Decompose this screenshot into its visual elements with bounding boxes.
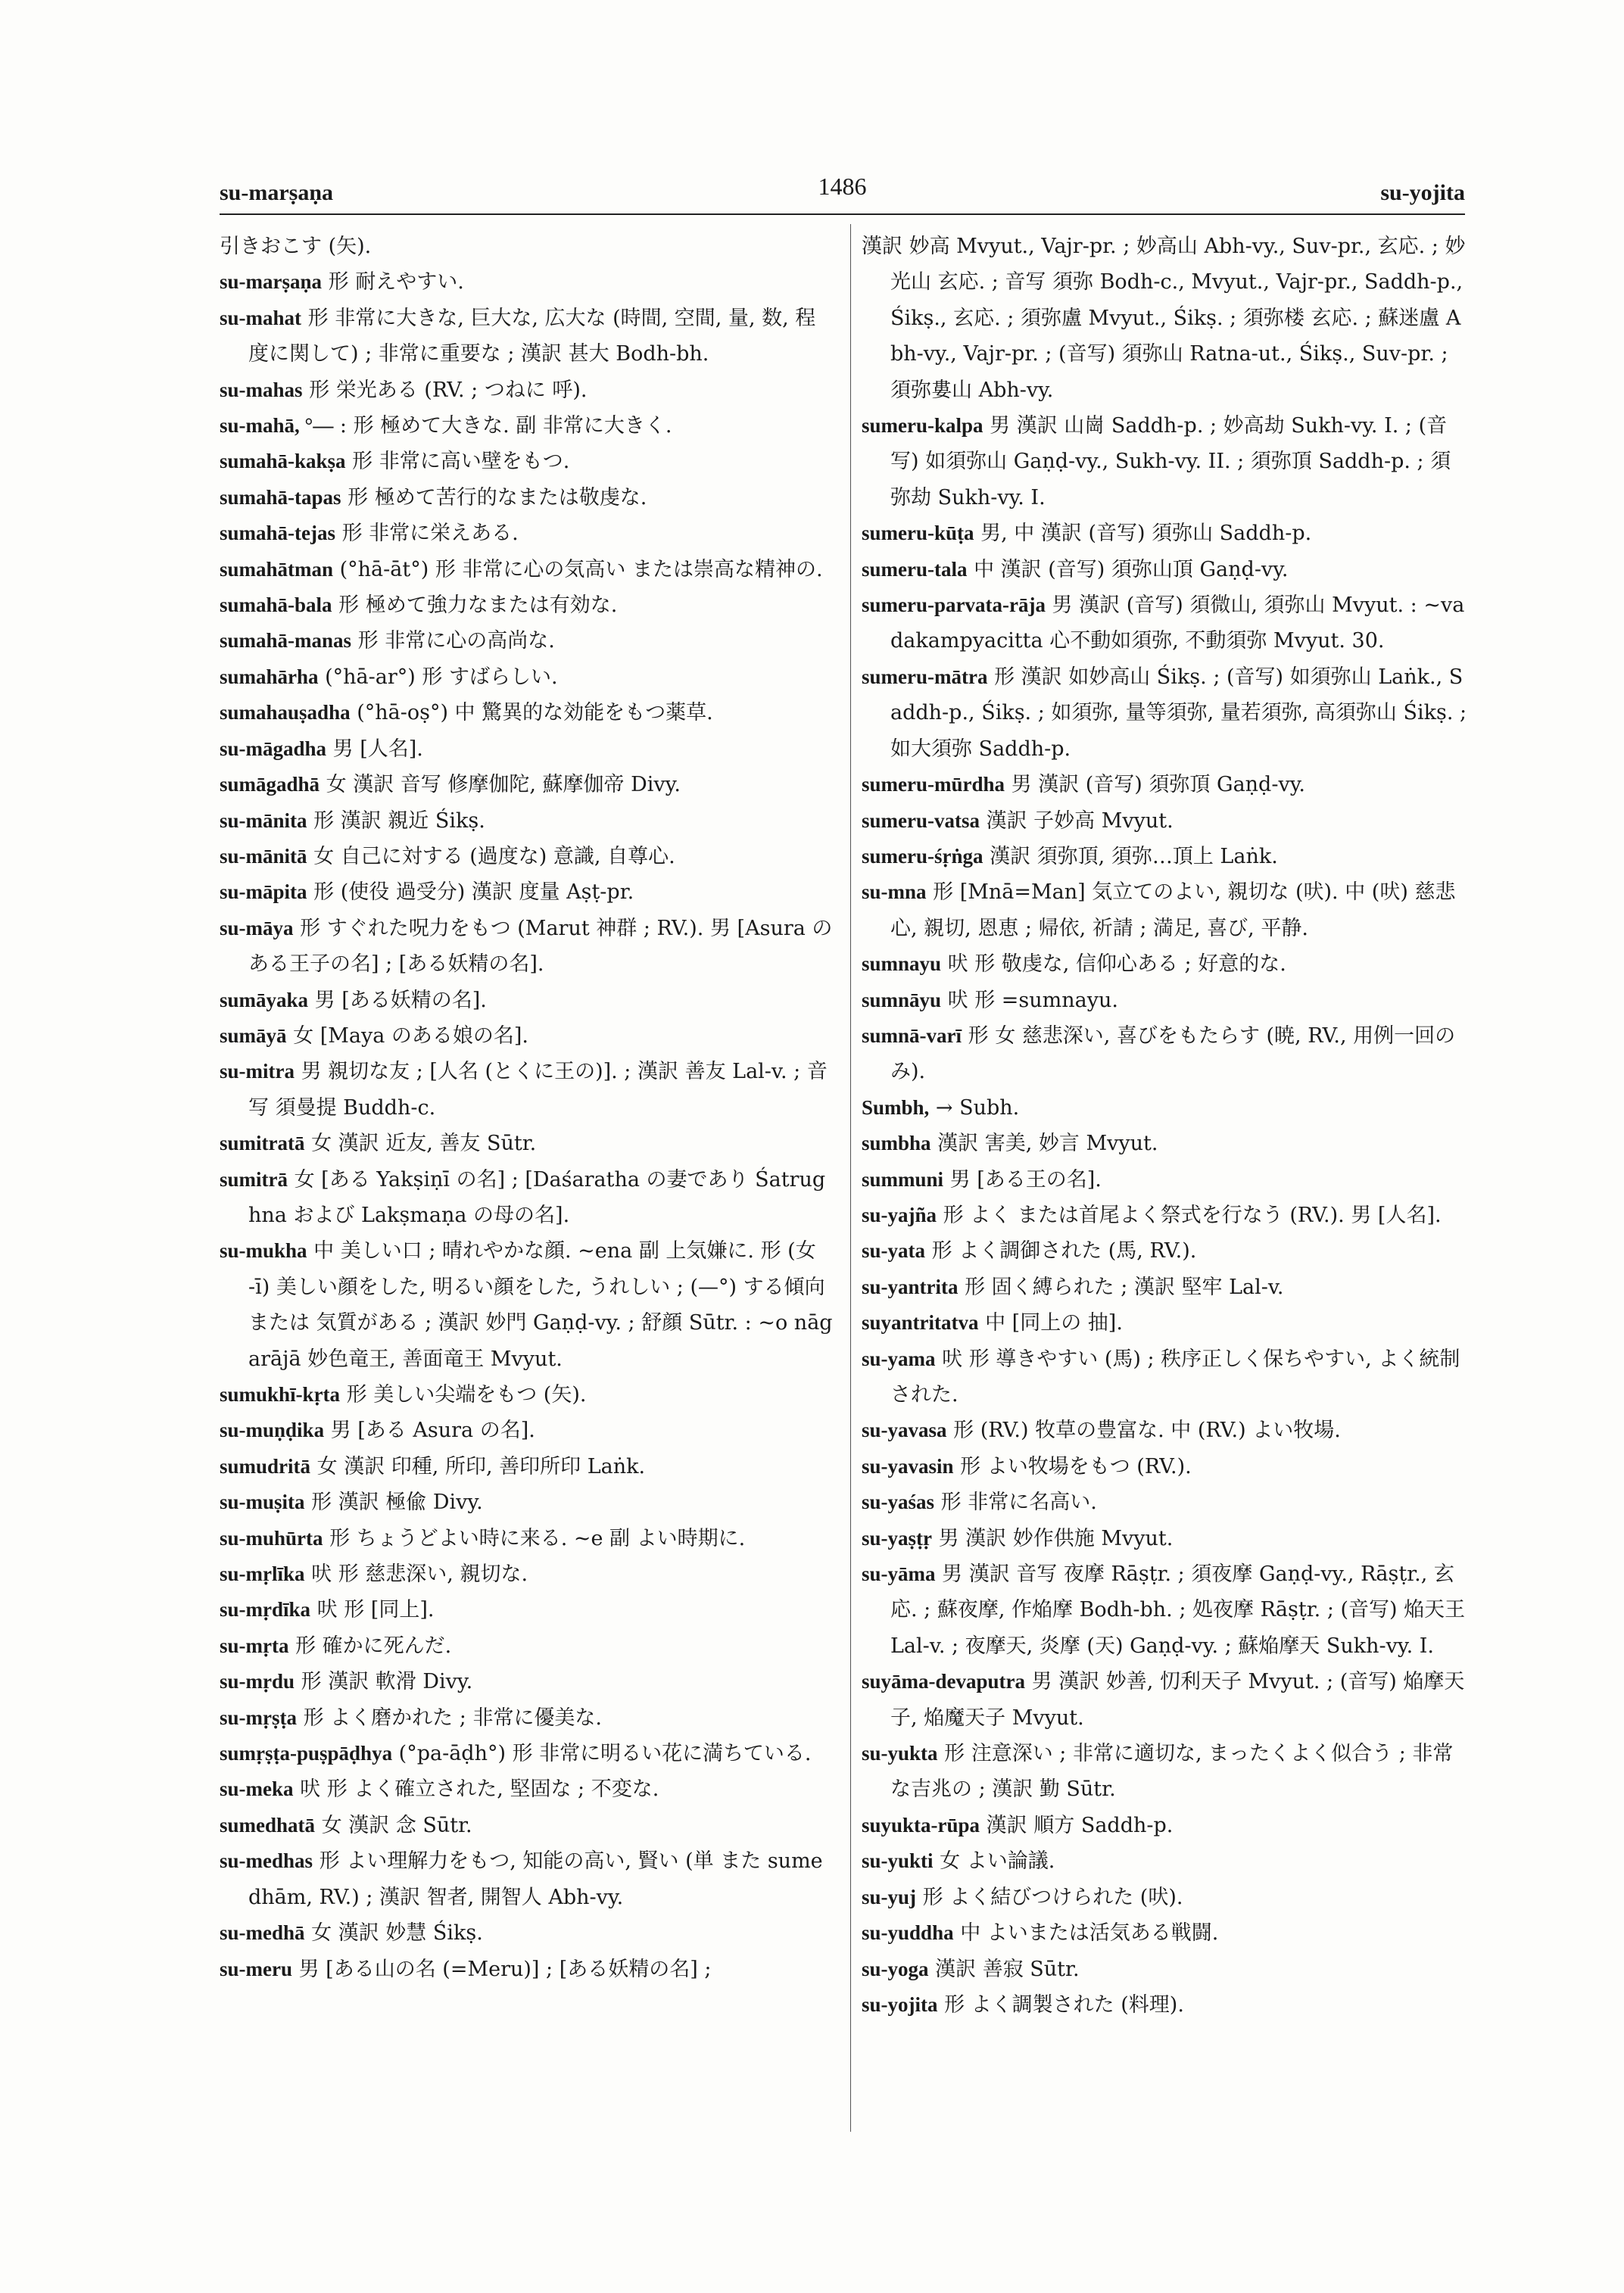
entry-headword: sumukhī-kṛta — [220, 1383, 341, 1406]
entry-definition: 形 (RV.) 牧草の豊富な. 中 (RV.) よい牧場. — [953, 1419, 1341, 1443]
entry-headword: su-māpita — [220, 880, 307, 904]
entry-headword: su-yata — [862, 1239, 926, 1263]
dictionary-entry — [862, 839, 1467, 874]
entry-definition: 女 よい論議. — [940, 1849, 1055, 1874]
entry-headword: suyukta-rūpa — [862, 1813, 980, 1837]
dictionary-entry — [220, 1126, 833, 1161]
entry-definition: 形 よく調製された (料理). — [944, 1992, 1184, 2017]
entry-headword: su-yuj — [862, 1885, 917, 1908]
entry-headword: Sumbh, — [862, 1095, 930, 1119]
dictionary-entry — [862, 1270, 1467, 1305]
entry-headword: su-meka — [220, 1777, 294, 1801]
dictionary-entry — [220, 695, 833, 731]
entry-definition: 男 [ある王の名]. — [949, 1167, 1102, 1192]
dictionary-entry — [220, 1413, 833, 1448]
entry-definition: 漢訳 子妙高 Mvyut. — [986, 808, 1174, 833]
entry-definition: 男 漢訳 (音写) 須弥頂 Gaṇḍ-vy. — [1011, 773, 1305, 797]
entry-headword: suyantritatva — [862, 1311, 979, 1335]
entry-headword: su-yajña — [862, 1203, 937, 1226]
dictionary-entry — [220, 1952, 833, 1987]
entry-headword: su-mahas — [220, 378, 303, 401]
entry-definition: (°pa-āḍh°) 形 非常に明るい花に満ちている. — [398, 1742, 812, 1766]
entry-headword: su-māya — [220, 916, 294, 939]
dictionary-entry — [220, 372, 833, 408]
entry-definition: 形 よく調御された (馬, RV.). — [931, 1239, 1197, 1263]
dictionary-entry — [220, 264, 833, 300]
entry-headword: sumeru-kalpa — [862, 414, 983, 438]
entry-headword: sumitratā — [220, 1132, 305, 1155]
entry-headword: su-māgadha — [220, 737, 327, 760]
entry-definition: 形 ちょうどよい時に来る. ~e 副 よい時期に. — [329, 1526, 746, 1550]
entry-definition: 形 漢訳 親近 Śikṣ. — [313, 808, 485, 833]
dictionary-entry — [220, 480, 833, 516]
dictionary-entry — [862, 946, 1467, 982]
entry-headword: su-yaśas — [862, 1491, 935, 1514]
header-right-guideword: su-yojita — [1380, 180, 1465, 205]
dictionary-entry — [220, 1018, 833, 1054]
entry-headword: sumāyā — [220, 1023, 287, 1047]
entry-headword: su-yukta — [862, 1742, 938, 1765]
dictionary-entry — [862, 408, 1467, 516]
dictionary-entry — [862, 1449, 1467, 1485]
dictionary-entry — [862, 1556, 1467, 1664]
entry-definition: 形 美しい尖端をもつ (矢). — [346, 1383, 587, 1407]
entry-headword: su-mṛṣṭa — [220, 1706, 297, 1729]
entry-headword: su-yaṣṭṛ — [862, 1526, 932, 1550]
header-rule — [220, 213, 1465, 215]
dictionary-entry — [862, 552, 1467, 587]
entry-headword: sumahā-manas — [220, 629, 352, 653]
left-column — [220, 229, 833, 1987]
entry-headword: su-muṇḍika — [220, 1419, 325, 1442]
entry-definition: 男 [ある妖精の名]. — [314, 988, 487, 1012]
entry-headword: su-mṛdīka — [220, 1598, 311, 1622]
dictionary-entry — [220, 444, 833, 479]
entry-definition: 形 非常に心の高尚な. — [357, 629, 555, 653]
entry-definition: 吠 形 敬虔な, 信仰心ある ; 好意的な. — [947, 952, 1286, 977]
entry-definition: 漢訳 善寂 Sūtr. — [935, 1957, 1080, 1981]
entry-headword: su-mna — [862, 880, 927, 904]
dictionary-entry — [862, 1987, 1467, 2023]
dictionary-entry — [220, 229, 833, 264]
entry-definition: → Subh. — [935, 1095, 1020, 1120]
header-left-guideword: su-marṣaṇa — [220, 180, 334, 205]
dictionary-entry — [862, 1808, 1467, 1843]
dictionary-entry — [220, 1700, 833, 1736]
entry-definition: 漢訳 害美, 妙言 Mvyut. — [937, 1132, 1158, 1156]
entry-definition: 漢訳 妙高 Mvyut., Vajr-pr. ; 妙高山 Abh-vy., Suv-pr., 玄応. ; 妙光山 玄応. ; 音写 須弥 Bodh-c., Mvyut., Vajr-pr., Saddh-p., Śikṣ., 玄応. ; 須弥盧 Mvyut., Śikṣ. ; 須弥楼 玄応. ; 蘇迷盧 Abh-vy., Vajr-pr. ; (音写) 須弥山 Ratna-ut., Śikṣ., Suv-pr. ; 須弥婁山 Abh-vy. — [862, 235, 1466, 402]
entry-headword: su-mṛta — [220, 1634, 289, 1657]
entry-headword: su-muṣita — [220, 1491, 305, 1514]
dictionary-entry — [862, 1341, 1467, 1413]
entry-headword: sumahā-kakṣa — [220, 450, 346, 473]
entry-definition: 形 よく磨かれた ; 非常に優美な. — [303, 1706, 603, 1730]
entry-definition: 形 固く縛られた ; 漢訳 堅牢 Lal-v. — [965, 1275, 1284, 1299]
entry-definition: : 形 極めて大きな. 副 非常に大きく. — [339, 414, 672, 438]
entry-definition: 男 漢訳 山崗 Saddh-p. ; 妙高劫 Sukh-vy. I. ; (音写) 如須弥山 Gaṇḍ-vy., Sukh-vy. II. ; 須弥頂 Saddh-p. ; 須弥劫 Sukh-vy. I. — [890, 414, 1451, 509]
entry-definition: 中 美しい口 ; 晴れやかな顔. ~ena 副 上気嫌に. 形 (女 -ī) 美しい顔をした, 明るい顔をした, うれしい ; (—°) する傾向 または 気質がある ; 漢訳 妙門 Gaṇḍ-vy. ; 舒顔 Sūtr. : ~o nāgarājā 妙色竜王, 善面竜王 Mvyut. — [248, 1239, 833, 1371]
dictionary-entry — [862, 874, 1467, 946]
entry-definition: 形 非常に高い壁をもつ. — [352, 450, 570, 474]
entry-definition: (°hā-āt°) 形 非常に心の気高い または崇高な精神の. — [339, 557, 823, 581]
entry-definition: 形 極めて強力なまたは有効な. — [338, 594, 618, 618]
dictionary-entry — [862, 1736, 1467, 1808]
entry-definition: 女 [Maya のある娘の名]. — [293, 1023, 529, 1048]
entry-definition: 形 極めて苦行的なまたは敬虔な. — [348, 485, 647, 509]
entry-definition: 女 漢訳 近友, 善友 Sūtr. — [311, 1132, 537, 1156]
dictionary-entry — [220, 301, 833, 372]
entry-headword: su-yama — [862, 1347, 936, 1370]
entry-definition: 女 漢訳 印種, 所印, 善印所印 Laṅk. — [316, 1454, 646, 1478]
dictionary-entry — [220, 731, 833, 767]
entry-headword: su-yavasin — [862, 1454, 954, 1478]
entry-headword: su-yāma — [862, 1562, 936, 1586]
dictionary-entry — [220, 659, 833, 695]
dictionary-entry — [862, 1915, 1467, 1951]
entry-definition: 中 よいまたは活気ある戦闘. — [960, 1921, 1219, 1946]
dictionary-entry — [862, 1305, 1467, 1341]
page-header — [220, 173, 1465, 210]
dictionary-entry — [220, 1521, 833, 1556]
entry-definition: 男 [ある Asura の名]. — [330, 1419, 535, 1443]
dictionary-entry — [220, 1628, 833, 1664]
entry-headword: su-muhūrta — [220, 1526, 323, 1550]
dictionary-entry — [220, 1592, 833, 1628]
entry-headword: sumedhatā — [220, 1813, 316, 1837]
dictionary-entry — [862, 516, 1467, 551]
dictionary-entry — [220, 767, 833, 802]
entry-definition: 中 漢訳 (音写) 須弥山頂 Gaṇḍ-vy. — [974, 557, 1289, 581]
entry-headword: sumahātman — [220, 557, 334, 581]
entry-definition: 吠 形 [同上]. — [316, 1598, 435, 1622]
dictionary-entry — [862, 659, 1467, 767]
entry-headword: su-medhā — [220, 1921, 305, 1945]
dictionary-entry — [862, 1198, 1467, 1233]
entry-definition: 形 よい理解力をもつ, 知能の高い, 賢い (単 また sumedhām, RV.) ; 漢訳 智者, 開智人 Abh-vy. — [248, 1849, 823, 1909]
dictionary-entry — [220, 516, 833, 551]
dictionary-entry — [862, 1485, 1467, 1520]
dictionary-entry — [220, 1736, 833, 1771]
dictionary-entry — [220, 911, 833, 983]
entry-definition: 形 漢訳 如妙高山 Śikṣ. ; (音写) 如須弥山 Laṅk., Saddh-p., Śikṣ. ; 如須弥, 量等須弥, 量若須弥, 高須弥山 Śikṣ. ; 如大須弥 Saddh-p. — [890, 665, 1467, 761]
dictionary-entry — [220, 408, 833, 444]
entry-definition: 男 漢訳 (音写) 須微山, 須弥山 Mvyut. : ~vadakampyacitta 心不動如須弥, 不動須弥 Mvyut. 30. — [890, 594, 1465, 653]
entry-headword: sumeru-tala — [862, 557, 968, 581]
entry-definition: 女 漢訳 妙慧 Śikṣ. — [311, 1921, 483, 1946]
entry-headword: su-mṛlīka — [220, 1562, 305, 1586]
entry-definition: 男 漢訳 音写 夜摩 Rāṣṭr. ; 須夜摩 Gaṇḍ-vy., Rāṣṭr., 玄応. ; 蘇夜摩, 作焔摩 Bodh-bh. ; 処夜摩 Rāṣṭr. ; (音写) 焔天王 Lal-v. ; 夜摩天, 炎摩 (天) Gaṇḍ-vy. ; 蘇焔摩天 Sukh-vy. I. — [890, 1562, 1466, 1658]
dictionary-entry — [862, 1233, 1467, 1269]
entry-definition: 漢訳 順方 Saddh-p. — [986, 1813, 1174, 1837]
entry-definition: 吠 形 慈悲深い, 親切な. — [311, 1562, 528, 1587]
entry-definition: 吠 形 =sumnayu. — [947, 988, 1118, 1012]
entry-headword: su-yavasa — [862, 1419, 947, 1442]
entry-definition: 形 注意深い ; 非常に適切な, まったくよく似合う ; 非常な吉兆の ; 漢訳 勤 Sūtr. — [890, 1742, 1454, 1802]
entry-headword: sumeru-mūrdha — [862, 773, 1005, 796]
entry-definition: 形 女 慈悲深い, 喜びをもたらす (暁, RV., 用例一回のみ). — [890, 1023, 1456, 1084]
dictionary-entry — [862, 767, 1467, 802]
entry-headword: sumāgadhā — [220, 773, 320, 796]
entry-headword: sumitrā — [220, 1167, 288, 1191]
entry-definition: 形 栄光ある (RV. ; つねに 呼). — [309, 378, 588, 402]
entry-definition: 形 漢訳 軟滑 Divy. — [301, 1670, 473, 1694]
entry-definition: 形 非常に大きな, 巨大な, 広大な (時間, 空間, 量, 数, 程度に関して) ; 非常に重要な ; 漢訳 甚大 Bodh-bh. — [248, 306, 816, 366]
dictionary-entry — [220, 1054, 833, 1126]
entry-definition: (°hā-oṣ°) 中 驚異的な効能をもつ薬草. — [357, 701, 713, 725]
entry-headword: suyāma-devaputra — [862, 1670, 1026, 1693]
dictionary-entry — [220, 803, 833, 839]
entry-definition: 男 漢訳 妙作供施 Mvyut. — [938, 1526, 1174, 1550]
dictionary-entry — [862, 1413, 1467, 1448]
dictionary-entry — [862, 1521, 1467, 1556]
entry-definition: 女 漢訳 念 Sūtr. — [321, 1813, 472, 1837]
entry-headword: sumahā-tejas — [220, 522, 335, 545]
dictionary-entry — [862, 983, 1467, 1018]
entry-headword: sumeru-śṛṅga — [862, 844, 983, 868]
dictionary-entry — [220, 1843, 833, 1915]
entry-definition: 女 自己に対する (過度な) 意識, 自尊心. — [313, 844, 675, 868]
dictionary-entry — [862, 1018, 1467, 1090]
entry-definition: 形 (使役 過受分) 漢訳 度量 Aṣṭ-pr. — [313, 880, 634, 905]
entry-headword: sumahā-bala — [220, 594, 332, 617]
entry-definition: 男 親切な友 ; [人名 (とくに王の)]. ; 漢訳 善友 Lal-v. ; 音写 須曼提 Buddh-c. — [248, 1060, 828, 1120]
entry-headword: su-medhas — [220, 1849, 313, 1873]
page-number: 1486 — [818, 173, 867, 200]
dictionary-entry — [220, 623, 833, 659]
right-column — [862, 229, 1467, 2023]
dictionary-entry — [220, 1556, 833, 1592]
dictionary-entry — [862, 1090, 1467, 1126]
entry-headword: su-meru — [220, 1957, 292, 1980]
entry-headword: su-mahat — [220, 306, 302, 329]
entry-headword: sumāyaka — [220, 988, 309, 1011]
entry-definition: 男 [ある山の名 (=Meru)] ; [ある妖精の名] ; — [298, 1957, 712, 1981]
dictionary-entry — [220, 1771, 833, 1807]
dictionary-entry — [862, 229, 1467, 408]
entry-headword: sumahārha — [220, 665, 319, 688]
entry-headword: su-yojita — [862, 1992, 938, 2016]
entry-headword: su-yukti — [862, 1849, 934, 1873]
dictionary-entry — [862, 587, 1467, 659]
entry-definition: 男 [人名]. — [332, 737, 423, 761]
dictionary-entry — [220, 1808, 833, 1843]
dictionary-entry — [220, 874, 833, 910]
entry-definition: 女 [ある Yakṣiṇī の名] ; [Daśaratha の妻であり Śatrughna および Lakṣmaṇa の母の名]. — [248, 1167, 826, 1227]
entry-definition: 形 [Mnā=Man] 気立てのよい, 親切な (吠). 中 (吠) 慈悲心, 親切, 恩恵 ; 帰依, 祈請 ; 満足, 喜び, 平静. — [890, 880, 1456, 940]
entry-headword: su-yantrita — [862, 1275, 959, 1298]
entry-headword: sumṛṣṭa-puṣpāḍhya — [220, 1742, 393, 1765]
entry-headword: sumbha — [862, 1132, 931, 1155]
entry-headword: su-mānita — [220, 808, 307, 832]
entry-headword: sumnāyu — [862, 988, 942, 1011]
dictionary-entry — [862, 1952, 1467, 1987]
dictionary-entry — [862, 1664, 1467, 1736]
entry-definition: 形 確かに死んだ. — [295, 1634, 452, 1658]
dictionary-entry — [220, 552, 833, 587]
entry-definition: 形 耐えやすい. — [328, 270, 464, 294]
dictionary-entry — [220, 1233, 833, 1377]
dictionary-entry — [220, 1449, 833, 1485]
entry-headword: summuni — [862, 1167, 944, 1191]
entry-headword: su-yoga — [862, 1957, 929, 1980]
entry-headword: su-mānitā — [220, 844, 307, 868]
entry-definition: 形 すぐれた呪力をもつ (Marut 神群 ; RV.). 男 [Asura のある王子の名] ; [ある妖精の名]. — [248, 916, 833, 977]
entry-definition: 吠 形 導きやすい (馬) ; 秩序正しく保ちやすい, よく統制された. — [890, 1347, 1460, 1407]
dictionary-entry — [220, 983, 833, 1018]
entry-headword: sumeru-parvata-rāja — [862, 594, 1046, 617]
entry-definition: 形 よく結びつけられた (吠). — [922, 1885, 1183, 1909]
entry-definition: 形 よく または首尾よく祭式を行なう (RV.). 男 [人名]. — [943, 1203, 1442, 1227]
dictionary-entry — [220, 1664, 833, 1699]
dictionary-entry — [862, 1880, 1467, 1915]
entry-definition: 中 [同上の 抽]. — [985, 1311, 1123, 1335]
entry-definition: 女 漢訳 音写 修摩伽陀, 蘇摩伽帝 Divy. — [326, 773, 681, 797]
dictionary-entry — [862, 803, 1467, 839]
dictionary-entry — [862, 1843, 1467, 1879]
entry-definition: 形 漢訳 極偸 Divy. — [311, 1491, 483, 1515]
dictionary-entry — [220, 839, 833, 874]
entry-definition: 男 漢訳 妙善, 忉利天子 Mvyut. ; (音写) 焔摩天子, 焔魔天子 Mvyut. — [890, 1670, 1465, 1730]
column-divider — [850, 224, 851, 2132]
entry-headword: sumudritā — [220, 1454, 311, 1478]
entry-headword: su-mitra — [220, 1060, 295, 1083]
dictionary-entry — [862, 1126, 1467, 1161]
entry-headword: sumeru-mātra — [862, 665, 988, 688]
dictionary-entry — [220, 1162, 833, 1234]
entry-definition: 形 非常に名高い. — [940, 1491, 1097, 1515]
entry-headword: su-mahā, °— — [220, 414, 334, 438]
entry-headword: sumahauṣadha — [220, 701, 351, 724]
entry-definition: 漢訳 須弥頂, 須弥…頂上 Laṅk. — [990, 844, 1278, 868]
entry-definition: 引きおこす (矢). — [220, 235, 372, 258]
dictionary-entry — [220, 1377, 833, 1413]
entry-headword: su-yuddha — [862, 1921, 954, 1945]
entry-headword: sumeru-kūṭa — [862, 522, 974, 545]
entry-headword: su-mukha — [220, 1239, 307, 1263]
entry-definition: 形 よい牧場をもつ (RV.). — [960, 1454, 1192, 1478]
entry-headword: sumeru-vatsa — [862, 808, 980, 832]
entry-headword: sumahā-tapas — [220, 485, 341, 509]
entry-headword: su-marṣaṇa — [220, 270, 323, 294]
dictionary-entry — [220, 1915, 833, 1951]
entry-headword: sumnayu — [862, 952, 942, 976]
entry-definition: 吠 形 よく確立された, 堅固な ; 不変な. — [300, 1777, 659, 1802]
entry-definition: 男, 中 漢訳 (音写) 須弥山 Saddh-p. — [980, 522, 1312, 546]
dictionary-entry — [862, 1162, 1467, 1198]
entry-headword: su-mṛdu — [220, 1670, 295, 1693]
entry-definition: (°hā-ar°) 形 すばらしい. — [325, 665, 558, 689]
entry-definition: 形 非常に栄えある. — [341, 522, 519, 546]
dictionary-entry — [220, 587, 833, 623]
entry-headword: sumnā-varī — [862, 1023, 962, 1047]
dictionary-entry — [220, 1485, 833, 1520]
